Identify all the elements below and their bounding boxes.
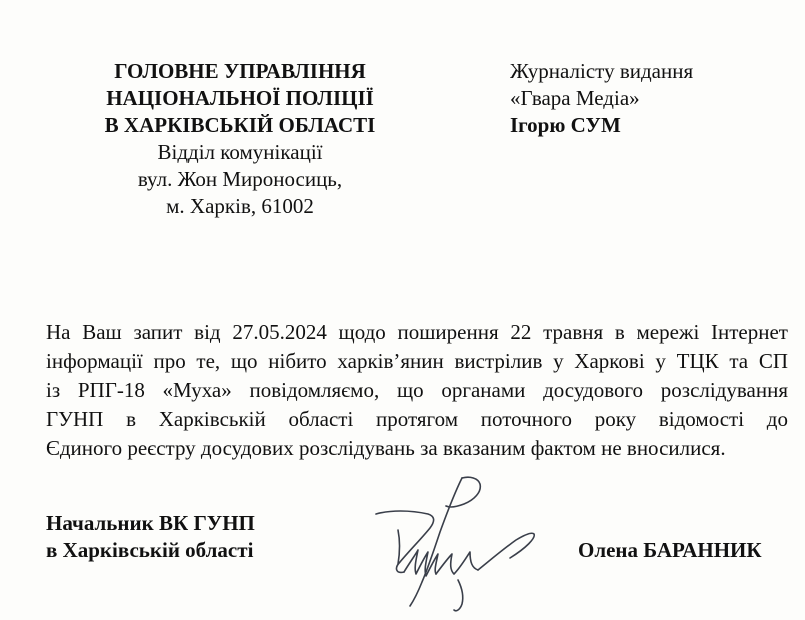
body-line: Єдиного реєстру досудових розслідувань за вказаним фактом не вносилися. [46,436,726,460]
signer-position-line2: в Харківській області [46,538,254,562]
body-line: інформації про те, що нібито харків’янин вистрілив у Харкові у ТЦК та СП [46,349,788,373]
body-line: ГУНП в Харківській області протягом поточного року відомості до [46,407,788,431]
signature-stroke [398,530,400,564]
sender-department: Відділ комунікації [157,140,323,164]
sender-street: вул. Жон Мироносиць, [137,167,343,191]
signature-stroke [478,533,534,570]
signer-name: Олена БАРАННИК [578,538,762,562]
sender-org-line2: НАЦІОНАЛЬНОЇ ПОЛІЦІЇ [106,86,374,110]
sender-org-line1: ГОЛОВНЕ УПРАВЛІННЯ [114,59,366,83]
sender-block [70,58,410,220]
recipient-block [510,58,790,139]
letter-body [46,318,788,463]
recipient-line2: «Гвара Медіа» [510,86,640,110]
handwritten-signature [370,470,540,615]
sender-org-line3: В ХАРКІВСЬКІЙ ОБЛАСТІ [104,113,376,137]
body-line: На Ваш запит від 27.05.2024 щодо поширення 22 травня в мережі Інтернет [46,320,788,344]
signer-position-line1: Начальник ВК ГУНП [46,511,255,535]
recipient-line1: Журналісту видання [510,59,694,83]
sender-city: м. Харків, 61002 [166,194,314,218]
signature-stroke [454,580,463,611]
signer-position [46,510,255,564]
body-line: із РПГ-18 «Муха» повідомляємо, що органами досудового розслідування [46,378,788,402]
signature-stroke [436,552,478,574]
signature-stroke [376,511,434,572]
recipient-name: Ігорю СУМ [510,113,621,137]
